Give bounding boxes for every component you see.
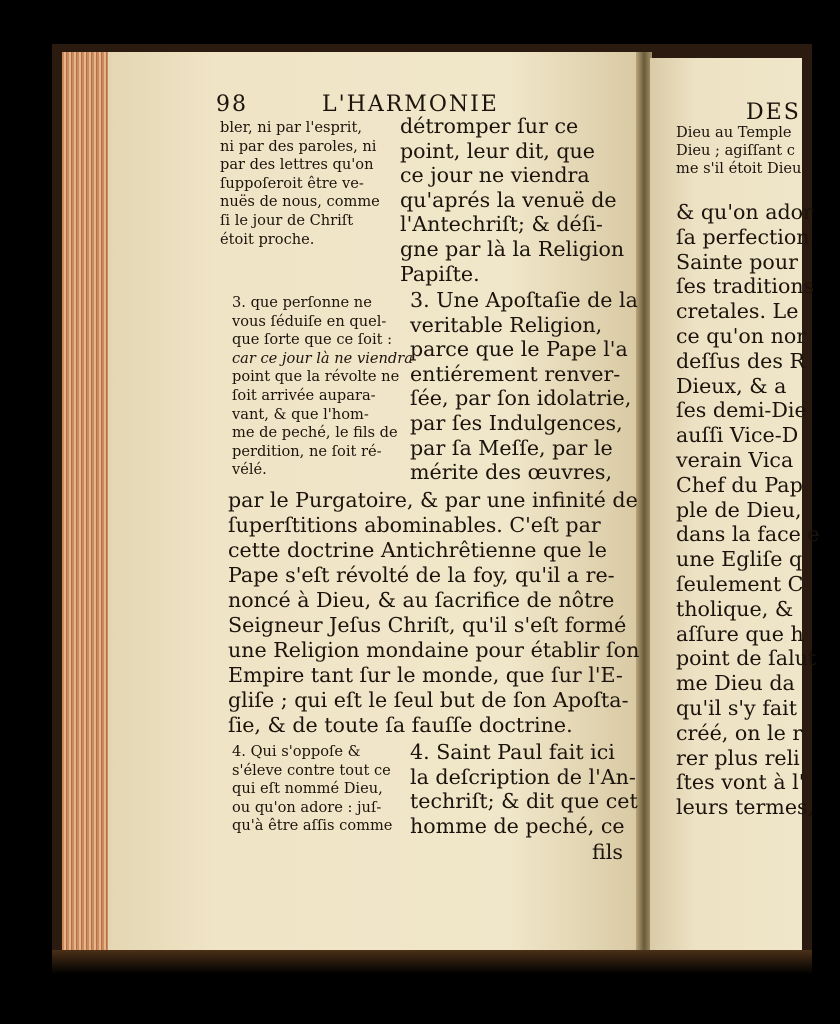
text-line: ſa perfection (676, 224, 810, 249)
text-line: Papiſte. (400, 261, 480, 286)
text-line: la deſcription de l'An- (410, 764, 636, 789)
text-line: 4. Saint Paul fait ici (410, 740, 615, 764)
text-line: ſée, par ſon idolatrie, (410, 386, 632, 411)
sidenote-line: qui eſt nommé Dieu, (232, 780, 383, 798)
catchword: fils (592, 840, 623, 864)
sidenote-line: Dieu ; agiſſant c (676, 142, 795, 159)
text-line: gliſe ; qui eſt le ſeul but de ſon Apoſta- (228, 688, 629, 712)
text-line: ſes traditions (676, 274, 815, 299)
sidenote-line: 3. que perſonne ne (232, 294, 372, 311)
text-line: gne par là la Religion (400, 236, 625, 261)
text-line: auſſi Vice-D (676, 423, 799, 448)
sidenote-line: par des lettres qu'on (220, 156, 374, 174)
sidenote-line: nuës de nous, comme (220, 193, 380, 211)
sidenote-line: perdition, ne ſoit ré- (232, 442, 382, 460)
text-line: noncé à Dieu, & au ſacrifice de nôtre (228, 588, 615, 612)
text-line: par le Purgatoire, & par une infinité de (228, 488, 638, 512)
text-line: ſeulement C (676, 571, 804, 596)
text-line: ce jour ne viendra (400, 163, 590, 188)
sidenote-line: ſuppoſeroit être ve- (220, 174, 364, 192)
text-line: qu'il s'y fait (676, 695, 797, 720)
sidenote-line: ni par des paroles, ni (220, 137, 377, 155)
text-line: mérite des œuvres, (410, 460, 613, 485)
text-line: deſſus des R (676, 348, 805, 373)
sidenote-line: me s'il étoit Dieu (676, 160, 802, 177)
text-line: ce qu'on nor (676, 323, 807, 348)
sidenote-line: qu'à être aſſis comme (232, 817, 393, 835)
text-line: 3. Une Apoſtaſie de la (410, 288, 638, 312)
text-line: ſie, & de toute ſa fauſſe doctrine. (228, 713, 573, 737)
text-line: cretales. Le (676, 299, 799, 324)
right-main-text (676, 200, 820, 820)
text-line: rer plus reli (676, 745, 800, 770)
text-line: Empire tant ſur le monde, que ſur l'E- (228, 663, 623, 687)
text-line: une Religion mondaine pour établir ſon (228, 638, 640, 662)
sidenote-line: car ce jour là ne viendra (232, 349, 413, 367)
text-line: veritable Religion, (410, 312, 603, 337)
sidenote-line: vant, & que l'hom- (232, 405, 369, 423)
page-edges (62, 52, 110, 952)
sidenote-line: ſoit arrivée auparа- (232, 386, 376, 404)
sidenote-block-3 (232, 294, 413, 480)
sidenote-line: me de peché, le fils de (232, 424, 398, 442)
text-line: ſes demi-Die (676, 398, 807, 423)
text-line: ſuperſtitions abominables. C'eſt par (228, 513, 601, 537)
text-line: homme de peché, ce (410, 813, 625, 838)
text-line: me Dieu da (676, 671, 795, 696)
text-line: Pape s'eſt révolté de la foy, qu'il a re- (228, 563, 615, 587)
sidenote-line: ou qu'on adore : juſ- (232, 798, 382, 816)
text-line: Sainte pour (676, 249, 798, 274)
sidenote-line: étoit proche. (220, 230, 315, 248)
sidenote-line: que ſorte que ce ſoit : (232, 331, 393, 349)
running-head: L'HARMONIE (322, 92, 499, 117)
sidenote-line: s'éleve contre tout ce (232, 761, 391, 779)
sidenote-line: ſi le jour de Chriſt (220, 211, 354, 229)
full-width-paragraph (228, 488, 639, 738)
text-line: créé, on le r (676, 720, 803, 745)
text-line: qu'aprés la venuë de (400, 187, 617, 212)
main-text-block-4 (410, 740, 638, 838)
text-line: verain Vica (676, 447, 794, 472)
sidenote-line: point que la révolte ne (232, 368, 400, 386)
text-line: par ſes Indulgences, (410, 410, 623, 435)
sidenote-line: 4. Qui s'oppoſe & (232, 743, 361, 760)
text-line: dans la face e (676, 522, 820, 547)
text-line: l'Antechriſt; & déſi- (400, 212, 603, 237)
text-line: Seigneur Jeſus Chriſt, qu'il s'eſt formé (228, 613, 627, 637)
sidenote-line: bler, ni par l'esprit, (220, 119, 362, 136)
right-page-text-clip (650, 58, 820, 958)
right-running-head: DES (746, 100, 801, 125)
text-line: ple de Dieu, (676, 497, 802, 522)
text-line: leurs termes, (676, 795, 815, 820)
sidenote-line: vous ſéduiſe en quel- (232, 312, 387, 330)
sidenote-block-1 (220, 119, 380, 249)
text-line: parce que le Pape l'a (410, 337, 628, 362)
text-line: techriſt; & dit que cet (410, 789, 638, 814)
text-line: ſtes vont à l' (676, 770, 805, 795)
main-text-block-1 (400, 114, 624, 286)
show-through-smudge (250, 255, 256, 276)
right-sidenote-block (676, 124, 801, 178)
text-line: aſſure que h (676, 621, 804, 646)
text-line: par ſa Meſſe, par le (410, 435, 613, 460)
text-line: une Egliſe q (676, 547, 803, 572)
text-line: point de ſalut (676, 646, 817, 671)
text-line: point, leur dit, que (400, 138, 595, 163)
text-line: cette doctrine Antichrêtienne que le (228, 538, 607, 562)
text-line: Dieux, & a (676, 373, 787, 398)
sidenote-line: vélé. (232, 461, 267, 479)
text-line: & qu'on ador (676, 200, 813, 224)
page-number: 98 (216, 92, 248, 117)
main-text-block-3 (410, 288, 638, 485)
text-line: Chef du Pap (676, 472, 803, 497)
text-line: tholique, & (676, 596, 794, 621)
text-line: détromper ſur ce (400, 114, 579, 138)
sidenote-block-4 (232, 743, 392, 836)
sidenote-line: Dieu au Temple (676, 124, 792, 141)
text-line: entiérement renver- (410, 361, 621, 386)
